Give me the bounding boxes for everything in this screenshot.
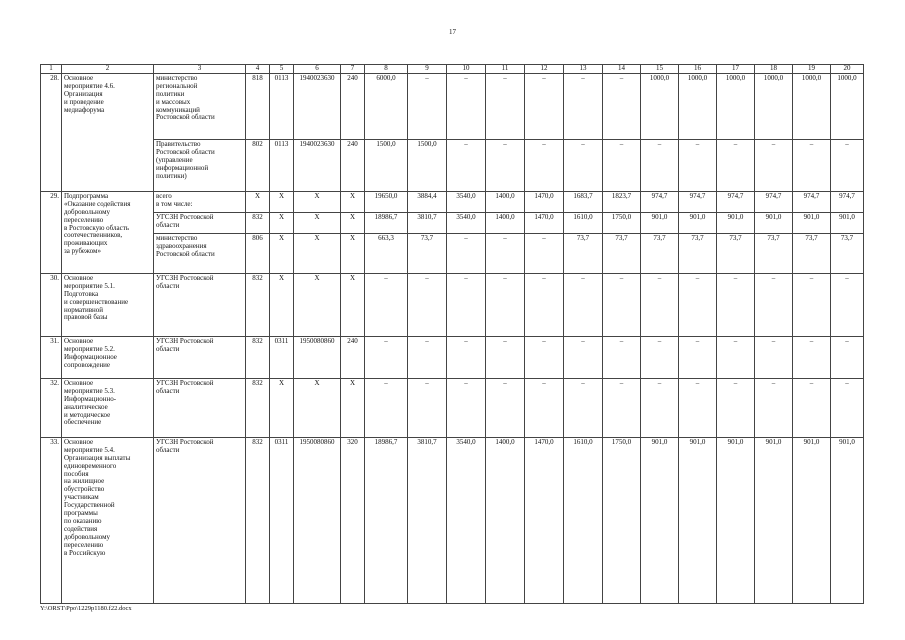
budget-code: 832 — [246, 212, 270, 233]
amount-value: – — [447, 336, 486, 378]
amount-value: 901,0 — [793, 437, 831, 603]
executor-name: УГСЗН Ростовской области — [154, 212, 246, 233]
amount-value: 1470,0 — [525, 191, 564, 212]
column-number-header: 16 — [679, 65, 717, 74]
budget-code: Х — [270, 378, 294, 437]
column-number-header: 2 — [62, 65, 154, 74]
amount-value: 974,7 — [641, 191, 679, 212]
budget-code: 1950080860 — [294, 336, 341, 378]
amount-value: – — [793, 139, 831, 191]
amount-value: – — [486, 273, 525, 336]
amount-value: – — [365, 273, 408, 336]
amount-value: 1683,7 — [564, 191, 603, 212]
amount-value: – — [717, 273, 755, 336]
amount-value: – — [641, 378, 679, 437]
amount-value: – — [486, 233, 525, 273]
amount-value: – — [525, 233, 564, 273]
column-number-header: 12 — [525, 65, 564, 74]
budget-code: 0311 — [270, 437, 294, 603]
executor-name: всего в том числе: — [154, 191, 246, 212]
amount-value: 1470,0 — [525, 437, 564, 603]
column-number-header: 7 — [341, 65, 365, 74]
amount-value: – — [793, 273, 831, 336]
budget-code: 0113 — [270, 139, 294, 191]
budget-code: 832 — [246, 273, 270, 336]
amount-value: 6000,0 — [365, 73, 408, 139]
amount-value: 663,3 — [365, 233, 408, 273]
executor-name: министерство региональной политики и массовых коммуникаций Ростовской области — [154, 73, 246, 139]
column-number-header: 10 — [447, 65, 486, 74]
amount-value: – — [525, 139, 564, 191]
amount-value: – — [486, 139, 525, 191]
program-name: Основное мероприятие 5.2. Информационное сопровождение — [62, 336, 154, 378]
amount-value: 901,0 — [755, 212, 793, 233]
amount-value: – — [525, 336, 564, 378]
amount-value: – — [755, 336, 793, 378]
program-name: Основное мероприятие 5.3. Информационно- аналитическое и методическое обеспечение — [62, 378, 154, 437]
amount-value: – — [408, 73, 447, 139]
amount-value: – — [641, 273, 679, 336]
amount-value: 3810,7 — [408, 212, 447, 233]
row-number: 28. — [41, 73, 62, 191]
column-number-header: 19 — [793, 65, 831, 74]
amount-value: 73,7 — [641, 233, 679, 273]
amount-value: 1000,0 — [679, 73, 717, 139]
amount-value: – — [408, 336, 447, 378]
amount-value: – — [717, 139, 755, 191]
amount-value: – — [717, 336, 755, 378]
executor-name: УГСЗН Ростовской области — [154, 378, 246, 437]
amount-value: 73,7 — [679, 233, 717, 273]
amount-value: 901,0 — [793, 212, 831, 233]
amount-value: 1000,0 — [755, 73, 793, 139]
budget-code: Х — [341, 273, 365, 336]
amount-value: 73,7 — [717, 233, 755, 273]
table-row — [41, 73, 864, 139]
amount-value: 1823,7 — [603, 191, 641, 212]
amount-value: 18986,7 — [365, 437, 408, 603]
budget-code: Х — [246, 191, 270, 212]
amount-value: 1400,0 — [486, 212, 525, 233]
amount-value: 1000,0 — [717, 73, 755, 139]
column-number-header: 1 — [41, 65, 62, 74]
budget-code: 832 — [246, 378, 270, 437]
amount-value: – — [365, 336, 408, 378]
amount-value: 901,0 — [831, 212, 864, 233]
budget-code: Х — [294, 378, 341, 437]
budget-code: Х — [270, 212, 294, 233]
amount-value: 1000,0 — [831, 73, 864, 139]
amount-value: – — [755, 273, 793, 336]
row-number: 33. — [41, 437, 62, 603]
amount-value: 1000,0 — [641, 73, 679, 139]
amount-value: 3884,4 — [408, 191, 447, 212]
column-number-header: 17 — [717, 65, 755, 74]
amount-value: 73,7 — [793, 233, 831, 273]
amount-value: – — [447, 378, 486, 437]
budget-code: 240 — [341, 73, 365, 139]
program-name: Основное мероприятие 5.4. Организация выплаты единовременного пособия на жилищное обустройство участникам Государственной программы по оказанию содействия добровольному переселению в Российскую — [62, 437, 154, 603]
table-row — [41, 273, 864, 336]
budget-code: Х — [270, 191, 294, 212]
budget-code: 832 — [246, 437, 270, 603]
amount-value: – — [564, 336, 603, 378]
column-number-header: 9 — [408, 65, 447, 74]
table-row — [41, 336, 864, 378]
amount-value: 974,7 — [831, 191, 864, 212]
amount-value: – — [486, 336, 525, 378]
amount-value: – — [486, 378, 525, 437]
amount-value: 73,7 — [564, 233, 603, 273]
page-number: 17 — [449, 28, 456, 36]
executor-name: УГСЗН Ростовской области — [154, 336, 246, 378]
amount-value: 974,7 — [679, 191, 717, 212]
amount-value: 1400,0 — [486, 437, 525, 603]
amount-value: 901,0 — [717, 437, 755, 603]
amount-value: – — [486, 73, 525, 139]
amount-value: 1500,0 — [408, 139, 447, 191]
amount-value: 3540,0 — [447, 191, 486, 212]
amount-value: 1470,0 — [525, 212, 564, 233]
amount-value: – — [564, 273, 603, 336]
executor-name: УГСЗН Ростовской области — [154, 437, 246, 603]
executor-name: Правительство Ростовской области (управление информационной политики) — [154, 139, 246, 191]
amount-value: 901,0 — [679, 437, 717, 603]
amount-value: – — [408, 378, 447, 437]
table-row — [41, 191, 864, 212]
program-name: Основное мероприятие 4.6. Организация и проведение медиафорума — [62, 73, 154, 191]
amount-value: – — [447, 73, 486, 139]
amount-value: 974,7 — [717, 191, 755, 212]
amount-value: – — [755, 378, 793, 437]
amount-value: – — [717, 378, 755, 437]
program-name: Подпрограмма «Оказание содействия добровольному переселению в Ростовскую область соотечественников, проживающих за рубежом» — [62, 191, 154, 273]
column-number-header: 8 — [365, 65, 408, 74]
column-number-header: 3 — [154, 65, 246, 74]
budget-code: Х — [270, 273, 294, 336]
amount-value: 73,7 — [408, 233, 447, 273]
amount-value: – — [679, 378, 717, 437]
amount-value: – — [564, 378, 603, 437]
amount-value: 901,0 — [755, 437, 793, 603]
budget-code: Х — [294, 233, 341, 273]
column-number-header: 13 — [564, 65, 603, 74]
amount-value: 73,7 — [831, 233, 864, 273]
amount-value: – — [679, 336, 717, 378]
amount-value: – — [365, 378, 408, 437]
budget-code: 1950080860 — [294, 437, 341, 603]
amount-value: – — [679, 139, 717, 191]
amount-value: 1500,0 — [365, 139, 408, 191]
amount-value: 1610,0 — [564, 212, 603, 233]
table-row — [41, 212, 864, 233]
amount-value: 1400,0 — [486, 191, 525, 212]
column-number-header: 4 — [246, 65, 270, 74]
amount-value: – — [755, 139, 793, 191]
amount-value: – — [793, 336, 831, 378]
amount-value: – — [831, 139, 864, 191]
budget-code: Х — [341, 378, 365, 437]
amount-value: – — [525, 73, 564, 139]
row-number: 32. — [41, 378, 62, 437]
amount-value: – — [603, 378, 641, 437]
amount-value: – — [679, 273, 717, 336]
budget-code: 0311 — [270, 336, 294, 378]
budget-code: Х — [294, 212, 341, 233]
budget-code: 320 — [341, 437, 365, 603]
amount-value: 73,7 — [755, 233, 793, 273]
row-number: 29. — [41, 191, 62, 273]
file-path-footer: Y:\ORST\Ppo\1229p1180.f22.docx — [40, 605, 132, 612]
amount-value: 974,7 — [755, 191, 793, 212]
amount-value: – — [831, 273, 864, 336]
amount-value: 901,0 — [831, 437, 864, 603]
amount-value: – — [447, 233, 486, 273]
column-number-header: 18 — [755, 65, 793, 74]
budget-code: 818 — [246, 73, 270, 139]
budget-code: 240 — [341, 336, 365, 378]
amount-value: 901,0 — [679, 212, 717, 233]
table-row — [41, 233, 864, 273]
amount-value: – — [525, 378, 564, 437]
column-number-header: 11 — [486, 65, 525, 74]
budget-code: 802 — [246, 139, 270, 191]
column-number-row — [41, 65, 864, 74]
amount-value: 18986,7 — [365, 212, 408, 233]
amount-value: – — [564, 139, 603, 191]
amount-value: 3810,7 — [408, 437, 447, 603]
amount-value: 1750,0 — [603, 437, 641, 603]
amount-value: – — [525, 273, 564, 336]
amount-value: 1750,0 — [603, 212, 641, 233]
table-row — [41, 139, 864, 191]
budget-code: Х — [294, 273, 341, 336]
column-number-header: 5 — [270, 65, 294, 74]
budget-code: 1940023630 — [294, 139, 341, 191]
table-row — [41, 378, 864, 437]
budget-code: Х — [294, 191, 341, 212]
amount-value: 3540,0 — [447, 212, 486, 233]
amount-value: – — [641, 336, 679, 378]
amount-value: – — [447, 273, 486, 336]
row-number: 30. — [41, 273, 62, 336]
amount-value: 3540,0 — [447, 437, 486, 603]
amount-value: – — [564, 73, 603, 139]
budget-code: Х — [341, 233, 365, 273]
budget-code: Х — [341, 212, 365, 233]
amount-value: – — [641, 139, 679, 191]
amount-value: 1000,0 — [793, 73, 831, 139]
amount-value: – — [603, 73, 641, 139]
amount-value: – — [793, 378, 831, 437]
column-number-header: 15 — [641, 65, 679, 74]
amount-value: – — [603, 336, 641, 378]
amount-value: – — [603, 139, 641, 191]
table-row — [41, 437, 864, 603]
amount-value: 901,0 — [641, 212, 679, 233]
budget-table — [40, 64, 864, 604]
amount-value: – — [603, 273, 641, 336]
amount-value: – — [831, 378, 864, 437]
program-name: Основное мероприятие 5.1. Подготовка и совершенствование нормативной правовой базы — [62, 273, 154, 336]
executor-name: УГСЗН Ростовской области — [154, 273, 246, 336]
amount-value: 73,7 — [603, 233, 641, 273]
amount-value: – — [408, 273, 447, 336]
amount-value: 1610,0 — [564, 437, 603, 603]
amount-value: 901,0 — [641, 437, 679, 603]
budget-code: 1940023630 — [294, 73, 341, 139]
budget-code: Х — [270, 233, 294, 273]
amount-value: 19650,0 — [365, 191, 408, 212]
amount-value: 974,7 — [793, 191, 831, 212]
column-number-header: 6 — [294, 65, 341, 74]
amount-value: 901,0 — [717, 212, 755, 233]
column-number-header: 14 — [603, 65, 641, 74]
budget-code: 0113 — [270, 73, 294, 139]
executor-name: министерство здравоохранения Ростовской области — [154, 233, 246, 273]
amount-value: – — [831, 336, 864, 378]
row-number: 31. — [41, 336, 62, 378]
budget-code: 806 — [246, 233, 270, 273]
amount-value: – — [447, 139, 486, 191]
budget-code: 240 — [341, 139, 365, 191]
column-number-header: 20 — [831, 65, 864, 74]
budget-code: Х — [341, 191, 365, 212]
budget-code: 832 — [246, 336, 270, 378]
